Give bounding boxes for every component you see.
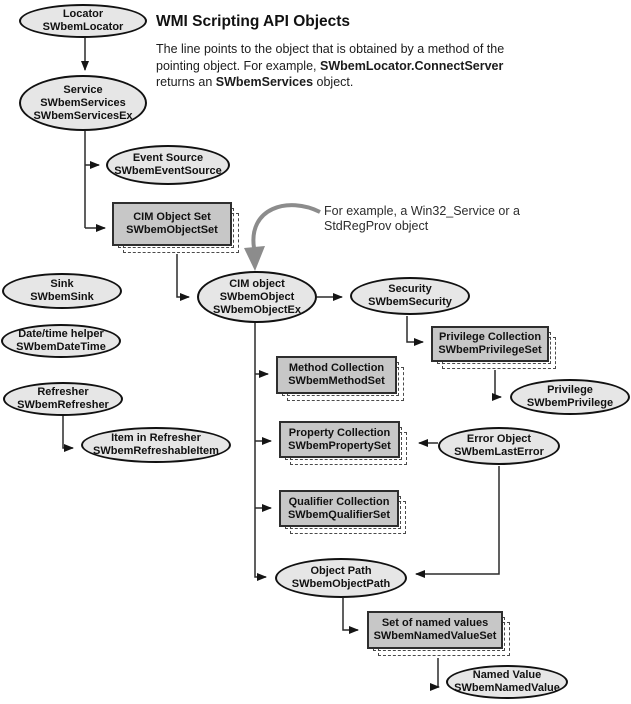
- node-label: SWbemLastError: [454, 446, 544, 458]
- node-label: SWbemObject: [219, 290, 295, 303]
- node-label: SWbemQualifierSet: [287, 508, 391, 521]
- node-label: Sink: [50, 278, 74, 290]
- description-line: The line points to the object that is obtained by a method of the: [156, 42, 505, 56]
- node-label: Security: [388, 283, 432, 295]
- node-label: Method Collection: [288, 362, 385, 374]
- node-label: SWbemPrivilegeSet: [438, 344, 542, 356]
- node-label: CIM object: [229, 277, 285, 290]
- edge-cimobject-objectpath: [255, 323, 266, 577]
- node-service: [19, 75, 147, 131]
- description-line: returns an SWbemServices object.: [156, 75, 354, 89]
- node-label: Refresher: [37, 386, 89, 398]
- node-label: SWbemServicesEx: [33, 109, 133, 122]
- edge-cimobjectset-cimobject: [177, 254, 189, 297]
- node-datetime-helper: [1, 324, 121, 358]
- node-label: SWbemObjectSet: [126, 224, 218, 236]
- node-error-object: [438, 427, 560, 465]
- node-sink: [2, 273, 122, 309]
- node-label: Named Value: [472, 669, 542, 681]
- node-label: Date/time helper: [18, 328, 104, 340]
- node-label: SWbemPrivilege: [526, 397, 614, 409]
- edge-objectpath-namedvalueset: [343, 598, 358, 630]
- node-event-source: [106, 145, 230, 185]
- node-label: SWbemEventSource: [114, 165, 222, 177]
- node-refresher: [3, 382, 123, 416]
- node-label: SWbemServices: [40, 96, 126, 109]
- node-label: Locator: [62, 8, 104, 20]
- node-property-collection: [279, 421, 400, 458]
- edge-errorobject-objectpath: [416, 466, 499, 574]
- callout-text: [324, 204, 520, 233]
- page-title: WMI Scripting API Objects: [156, 13, 351, 30]
- node-locator: [19, 4, 147, 38]
- node-label: SWbemLocator: [42, 21, 124, 33]
- node-label: Object Path: [310, 565, 372, 577]
- node-label: SWbemObjectPath: [291, 578, 391, 590]
- node-label: SWbemSink: [30, 291, 94, 303]
- node-label: SWbemDateTime: [16, 341, 106, 353]
- node-object-path: [275, 558, 407, 598]
- callout-line: For example, a Win32_Service or a: [324, 204, 520, 218]
- description-text: [156, 41, 504, 91]
- node-label: SWbemRefreshableItem: [93, 445, 219, 457]
- node-refreshable-item: [81, 427, 231, 463]
- node-privilege-collection: [431, 326, 549, 362]
- node-label: SWbemNamedValueSet: [373, 630, 497, 642]
- node-label: Qualifier Collection: [288, 495, 390, 508]
- node-label: SWbemMethodSet: [288, 375, 385, 387]
- node-method-collection: [276, 356, 397, 394]
- node-label: SWbemObjectEx: [212, 303, 302, 316]
- edge-refresher-refreshableitem: [63, 416, 73, 448]
- node-label: SWbemRefresher: [17, 399, 109, 411]
- node-label: SWbemPropertySet: [288, 439, 391, 452]
- node-label: Property Collection: [288, 426, 391, 439]
- node-security: [350, 277, 470, 315]
- node-label: CIM Object Set: [133, 211, 211, 223]
- node-privilege: [510, 379, 630, 415]
- node-label: Privilege: [547, 384, 593, 396]
- edge-security-privilegecollection: [407, 316, 423, 342]
- node-cim-object-set: [112, 202, 232, 246]
- callout-line: StdRegProv object: [324, 218, 429, 233]
- edge-privilegecollection-privilege: [495, 370, 501, 397]
- node-label: Event Source: [132, 152, 204, 164]
- node-label: Privilege Collection: [438, 331, 542, 343]
- callout-arrow: [244, 205, 320, 271]
- node-label: Service: [63, 83, 103, 96]
- node-label: Error Object: [466, 433, 532, 445]
- node-label: SWbemNamedValue: [454, 682, 560, 694]
- node-label: SWbemSecurity: [368, 296, 452, 308]
- node-named-value: [446, 665, 568, 699]
- node-qualifier-collection: [279, 490, 399, 527]
- edge-namedvalueset-namedvalue: [438, 658, 439, 687]
- description-line: pointing object. For example, SWbemLocator.ConnectServer: [156, 58, 504, 73]
- node-label: Item in Refresher: [111, 432, 201, 444]
- node-named-value-set: [367, 611, 503, 649]
- node-label: Set of named values: [381, 617, 489, 629]
- node-cim-object: [197, 271, 317, 323]
